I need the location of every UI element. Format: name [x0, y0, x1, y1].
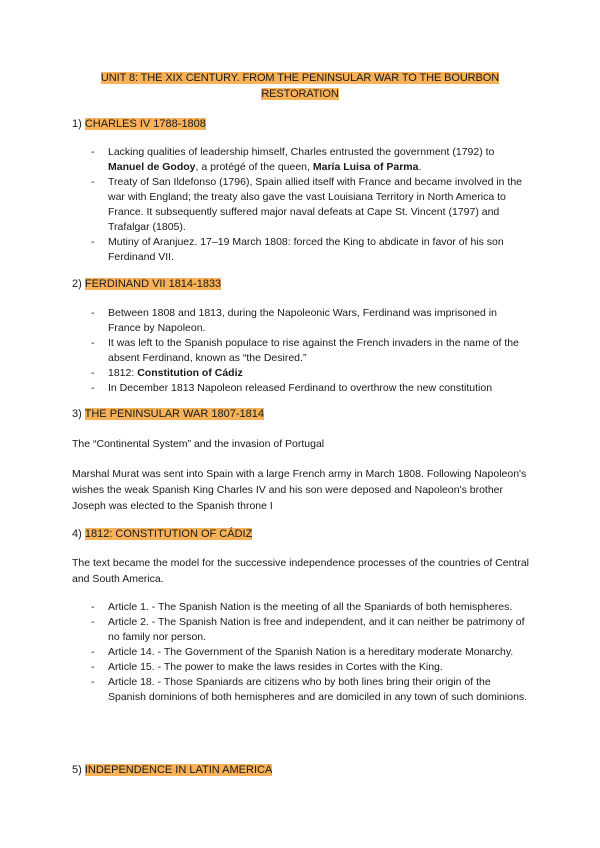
section-number: 2)	[72, 278, 82, 290]
section-4-paragraph: The text became the model for the successive independence processes of the countries of Central and South America.	[72, 557, 530, 585]
list-item: - Mutiny of Aranjuez. 17–19 March 1808: forced the King to abdicate in favor of his son Ferdinand VII.	[91, 236, 504, 263]
list-item: - Article 14. - The Government of the Spanish Nation is a hereditary moderate Monarchy.	[91, 646, 514, 658]
page-title	[60, 70, 540, 102]
section-3-paragraph-1: The “Continental System” and the invasion of Portugal	[72, 438, 325, 450]
list-item: - Article 2. - The Spanish Nation is free and independent, and it can neither be patrimony of no family nor person.	[91, 616, 525, 643]
title-line-2: RESTORATION	[261, 88, 339, 100]
list-item: - Between 1808 and 1813, during the Napoleonic Wars, Ferdinand was imprisoned in France by Napoleon.	[91, 307, 497, 334]
list-item: - Treaty of San Ildefonso (1796), Spain allied itself with France and became involved in the war with England; the treaty also gave the vast Louisiana Territory in North America to France. It subsequently suffered major naval defeats at Cape St. Vincent (1797) and Trafalgar (1805).	[91, 176, 523, 233]
list-item: - Lacking qualities of leadership himself, Charles entrusted the government (1792) to Manuel de Godoy, a protégé of the queen, María Luisa of Parma.	[91, 146, 495, 173]
section-number: 1)	[72, 118, 82, 130]
section-2-heading	[72, 276, 221, 292]
list-item: - In December 1813 Napoleon released Ferdinand to overthrow the new constitution	[91, 382, 493, 394]
section-heading-text: FERDINAND VII 1814-1833	[84, 278, 222, 290]
section-number: 3)	[72, 408, 82, 420]
list-item: - Article 18. - Those Spaniards are citizens who by both lines bring their origin of the Spanish dominions of both hemispheres and are domiciled in any town of such dominions.	[91, 676, 528, 703]
section-1-list	[0, 145, 530, 265]
list-item: - Article 1. - The Spanish Nation is the meeting of all the Spaniards of both hemispheres.	[91, 601, 513, 613]
section-heading-text: CHARLES IV 1788-1808	[84, 118, 206, 130]
list-item: - Article 15. - The power to make the laws resides in Cortes with the King.	[91, 661, 443, 673]
section-4-list	[0, 600, 530, 705]
section-3-heading	[72, 406, 264, 422]
section-number: 5)	[72, 764, 82, 776]
section-heading-text: 1812: CONSTITUTION OF CÁDIZ	[84, 528, 253, 540]
section-4-heading	[72, 526, 252, 542]
section-2-list	[0, 306, 530, 396]
list-item: - 1812: Constitution of Cádiz	[91, 367, 243, 379]
section-heading-text: INDEPENDENCE IN LATIN AMERICA	[84, 764, 273, 776]
section-3-paragraph-2: Marshal Murat was sent into Spain with a large French army in March 1808. Following Napoleon's wishes the weak Spanish King Charles IV and his son were deposed and Napoleon's brother Joseph was elected to the Spanish throne I	[72, 468, 527, 512]
list-item: - It was left to the Spanish populace to rise against the French invaders in the name of the absent Ferdinand, known as “the Desired.”	[91, 337, 519, 364]
section-1-heading	[72, 116, 206, 132]
section-number: 4)	[72, 528, 82, 540]
section-heading-text: THE PENINSULAR WAR 1807-1814	[84, 408, 264, 420]
section-5-heading	[72, 762, 272, 778]
title-line-1: UNIT 8: THE XIX CENTURY. FROM THE PENINSULAR WAR TO THE BOURBON	[100, 72, 500, 84]
